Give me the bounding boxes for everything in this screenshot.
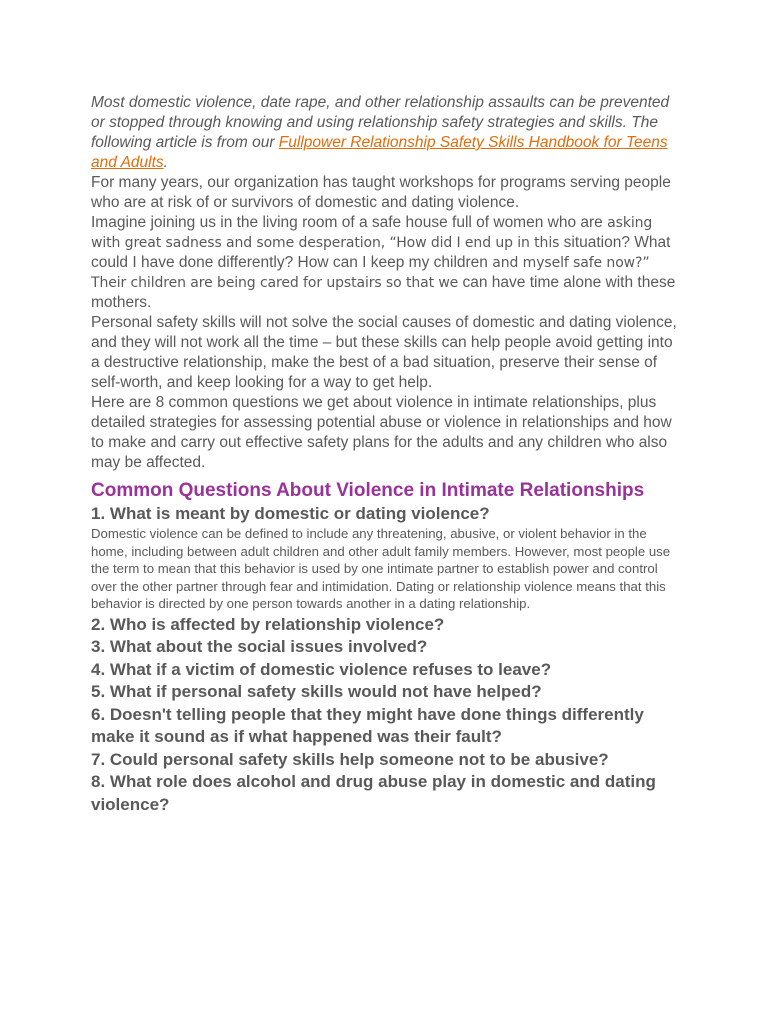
question-2: 2. Who is affected by relationship violence? (91, 614, 445, 634)
safe-house-paragraph (91, 213, 682, 313)
safe-house-text-2: asking with great sadness and some desperation, “How did I end up in this (91, 215, 653, 251)
question-1: 1. What is meant by domestic or dating violence? (91, 503, 490, 523)
intro-text: Most domestic violence, date rape, and other relationship assaults can be prevented or stopped through knowing and using relationship safety strategies and skills. The following article is from our (91, 94, 670, 151)
question-4: 4. What if a victim of domestic violence refuses to leave? (91, 659, 552, 679)
section-title: Common Questions About Violence in Intimate Relationships (91, 480, 645, 501)
safe-house-text-4: and myself safe now?” Their children are being cared for upstairs so that we (91, 255, 650, 291)
intro-paragraph (91, 93, 682, 173)
safety-skills-paragraph: Personal safety skills will not solve the social causes of domestic and dating violence, and they will not work all the time – but these skills can help people avoid getting into a destructive relationship, make the best of a bad situation, preserve their sense of self-worth, and keep looking for a way to get help. (91, 314, 677, 391)
question-8: 8. What role does alcohol and drug abuse play in domestic and dating violence? (91, 772, 656, 814)
answer-1: Domestic violence can be defined to include any threatening, abusive, or violent behavior in the home, including between adult children and other adult family members. However, most people use the term to mean that this behavior is used by one intimate partner to establish power and control over the other partner through fear and intimidation. Dating or relationship violence means that this behavior is directed by one person towards another in a dating relationship. (91, 526, 671, 612)
handbook-link[interactable]: Fullpower Relationship Safety Skills Handbook for Teens and Adults (91, 134, 668, 171)
safe-house-text-3: situation? What could I have done differently? How can I keep my children (91, 234, 671, 271)
question-7: 7. Could personal safety skills help someone not to be abusive? (91, 749, 609, 769)
workshops-paragraph: For many years, our organization has taught workshops for programs serving people who are at risk of or survivors of domestic and dating violence. (91, 174, 671, 211)
safe-house-text-1: Imagine joining us in the living room of a safe house full of women who are (91, 214, 603, 231)
questions-intro-paragraph: Here are 8 common questions we get about violence in intimate relationships, plus detailed strategies for assessing potential abuse or violence in relationships and how to make and carry out effective safety plans for the adults and any children who also may be affected. (91, 394, 672, 471)
safe-house-text-5: can have time alone with these mothers. (91, 274, 676, 311)
question-6: 6. Doesn't telling people that they might have done things differently make it sound as if what happened was their fault? (91, 704, 644, 747)
question-5: 5. What if personal safety skills would not have helped? (91, 682, 542, 702)
intro-period: . (163, 154, 168, 171)
question-3: 3. What about the social issues involved? (91, 637, 428, 657)
